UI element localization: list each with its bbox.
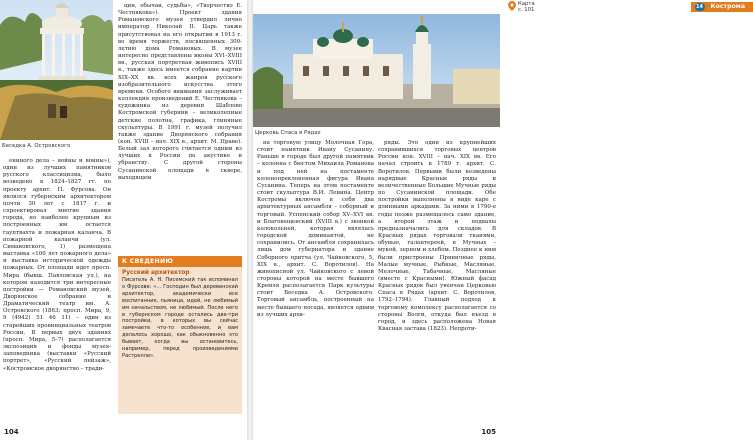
church-photo <box>253 14 500 127</box>
map-label: Карта <box>518 1 535 7</box>
column-text: ции, обычаи, судьбы», «Творчество Е. Честнякова»). Проект здания Романовского музея утвердил лично император Николай II. Царь также присутствовал на его открытии в 1913 г. во время торжеств, посвященных 300-летию дома Романовых. В музее интересно представлены иконы XVI–XVIII вв., русская портретная живопись XVIII в., также здесь имеется собрание картин XIX–XX вв. всех жанров русского изобразительного искусства этого времени. Особого внимания заслуживает коллекция произведений Е. Честнякова – художника из деревни Шаблово Костромской губернии – великолепные детские полотна, графика, глиняные скульптуры. В 1991 г. музей получил также здание Дворянского собрания (кон. XVIII – нач. XIX в., архит. М. Праве). Белый зал которого считается одним из лучших в России по акустике и убранству. С другой стороны Сусанинской площади в сквере, выходящем <box>118 3 242 181</box>
left-page <box>0 0 247 440</box>
page-number: 104 <box>4 428 19 436</box>
sidebar-body: Писатель А. Н. Писемский так вспоминал о Фурсове: «... Господин был деревенский архитектор, академически все воспитанник, пьяница, идей, не любимый им начальством, не любимый. После него в губернском городе остались две-три постройки, в которых вы сейчас замечаете что-то особенное, и вам делалось хорошо, как обыкновенно это бывает, когда вы остановитесь, например, перед произведениями Растрелли». <box>122 277 238 359</box>
sidebar-header: К СВЕДЕНИЮ <box>118 256 242 267</box>
gazebo-photo <box>0 0 113 140</box>
sidebar-title: Русский архитектор <box>122 270 190 276</box>
text-column-2 <box>118 3 242 183</box>
photo-caption: Беседка А. Островского <box>2 143 71 149</box>
column-text: ряды. Это один из крупнейших сохранившихся торговых центров России кон. XVIII – нач. XIX вв. Его начал строить в 1789 г. архит. С. Воротилов. Первыми были возведены нарядные Красные ряды и величественные Большие Мучные ряды по Сусанинской площади. Обе постройки выполнены в виде каре с длинными аркадами. За ними в 1790-е годы позже размещалось само здание, а второй этаж и подвалы предназначались для складов. В Красных рядах торговали тканями, обувью, галантереей, в Мучных – мукой, зерном и хлебом. Позднее к ним были пристроены Пряничные ряды, Малые мучные, Рыбные, Масляные, Мелочные, Табачные, Масляные (вместе с Красными). Южный фасад Красных рядов был увенчан Церковью Спаса в Рядах (архит. С. Воротилов, 1792–1794). Главный подход к торговому комплексу располагается со стороны Волги, откуда был въезд в город, и здесь расположена Новая Квасная застава (1823). Непроти- <box>378 140 496 333</box>
column-text: на торговую улицу Молочная Гора, стоит памятник Ивану Сусанину. Раньше в городе был другой памятник – колонна с бюстом Михаила Романова и под ней на постаменте коленопреклоненная фигура Ивана Сусанина. Теперь на этом постаменте стоит скульптура В.И. Ленина. Центр Костромы включен в себя два архитектурных ансамбля – соборный и торговый. Успенский собор XV–XVI вв. и Благовещенский (XVIII в.) с звонкой колокольней, которая являлась городской доминантой, не сохранились. От ансамбля сохранилась лишь дом губернатора и здание Соборного притча (ул. Чайковского, 5, XIX в., архит. С. Воротилов). На живописной ул. Чайковского с левой стороны которой на месте бывшего Кремля располагается Парк культуры стоит Беседка А. Островского. Торговый ансамбль, построенный на месте бывшего посада, является одним из лучших архи- <box>257 140 374 318</box>
right-page <box>253 0 745 440</box>
city-name: Кострома <box>710 3 745 10</box>
map-pin-icon <box>508 1 516 11</box>
gazebo-illustration <box>0 0 113 140</box>
page-number: 105 <box>481 428 496 436</box>
info-sidebar <box>118 256 242 414</box>
map-reference <box>518 1 535 13</box>
city-number-badge: 14 <box>696 4 703 10</box>
photo-caption: Церковь Спаса в Рядах <box>255 130 321 136</box>
text-column-1 <box>257 140 374 320</box>
map-page: с. 101 <box>518 7 535 13</box>
text-column-1 <box>3 158 111 374</box>
text-column-2 <box>378 140 496 334</box>
column-text: ениного дела – войны и воины»), один из лучших памятников русского классицизма, было возведено в 1824–1827 гг. по проекту архит. П. Фурсова. Он являлся губернским архитектором почти 30 лет с 1817 г. и спроектировал многие здания города, но наиболее крупным из построенных им остается гауптвахта и пожарная каланча. В пожарной каланчи (ул. Симановского, 1) размещена выставка «100 лет пожарного дела» и выставка исторической одежды пожарных. От площади идет просп. Мира (бывш. Павловская ул.), на котором находится три интересные постройки — Романовский музей, Дворянское собрание и Драматический театр им. А. Островского (1863; просп. Мира, 9, 9 (4942) 51 46 11) – один из старейших провинциальных театров России. В первых двух зданиях (просп. Мира, 5–7) располагается экспозиция и фонды музея-заповедника (выставки «Русский портрет», «Русский пейзаж», «Костромское дворянство – тради- <box>3 158 111 372</box>
church-illustration <box>253 14 500 127</box>
page-header <box>506 0 753 14</box>
city-tab <box>691 2 753 12</box>
